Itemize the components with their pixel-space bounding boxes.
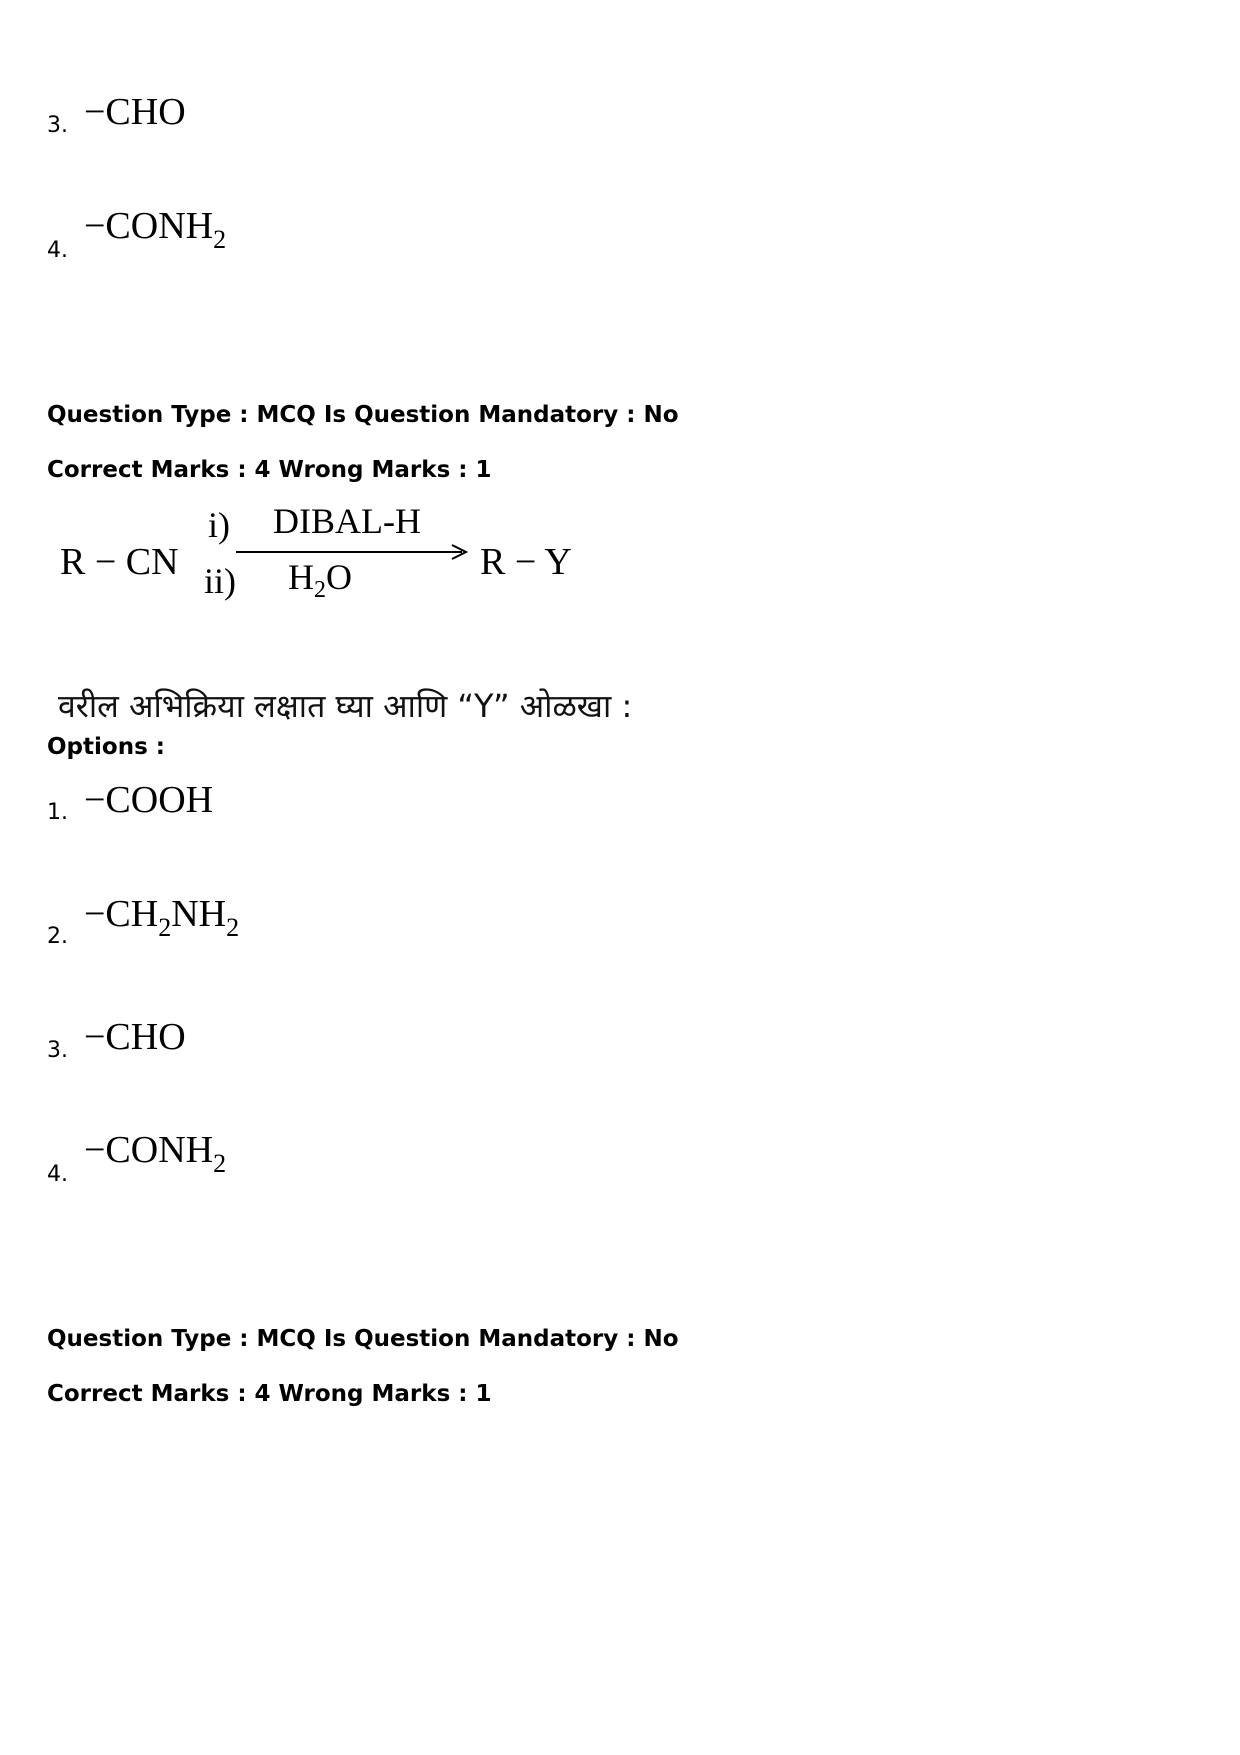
option-formula: $-CH_2NH_2$ (84, 893, 240, 942)
step2-reagent: $H_2O$ (288, 557, 352, 603)
step1-reagent: DIBAL-H (273, 501, 421, 541)
reaction-scheme (60, 501, 620, 606)
options-label: Options : (47, 734, 165, 760)
option-number: 3. (47, 1038, 68, 1063)
step1-label: i) (208, 505, 230, 545)
option-formula: $-CONH_2$ (84, 1129, 227, 1178)
option-number: 4. (47, 1162, 68, 1187)
option-number: 2. (47, 924, 68, 949)
option-number: 4. (47, 238, 68, 263)
product: R − Y (480, 541, 572, 583)
question-prompt: वरील अभिक्रिया लक्षात घ्या आणि “Y” ओळखा : (58, 687, 633, 725)
reaction-arrow (236, 544, 476, 560)
marks-line: Correct Marks : 4 Wrong Marks : 1 (47, 457, 492, 483)
option-number: 1. (47, 800, 68, 825)
option-formula: −CHO (84, 91, 186, 133)
option-number: 3. (47, 113, 68, 138)
option-formula: $-CONH_2$ (84, 205, 227, 254)
step2-label: ii) (204, 561, 236, 601)
next-question-type-line: Question Type : MCQ Is Question Mandatory : No (47, 1326, 679, 1352)
option-formula: −CHO (84, 1016, 186, 1058)
reactant: R − CN (60, 541, 179, 583)
next-marks-line: Correct Marks : 4 Wrong Marks : 1 (47, 1381, 492, 1407)
option-formula: −COOH (84, 779, 214, 821)
question-type-line: Question Type : MCQ Is Question Mandatory : No (47, 402, 679, 428)
